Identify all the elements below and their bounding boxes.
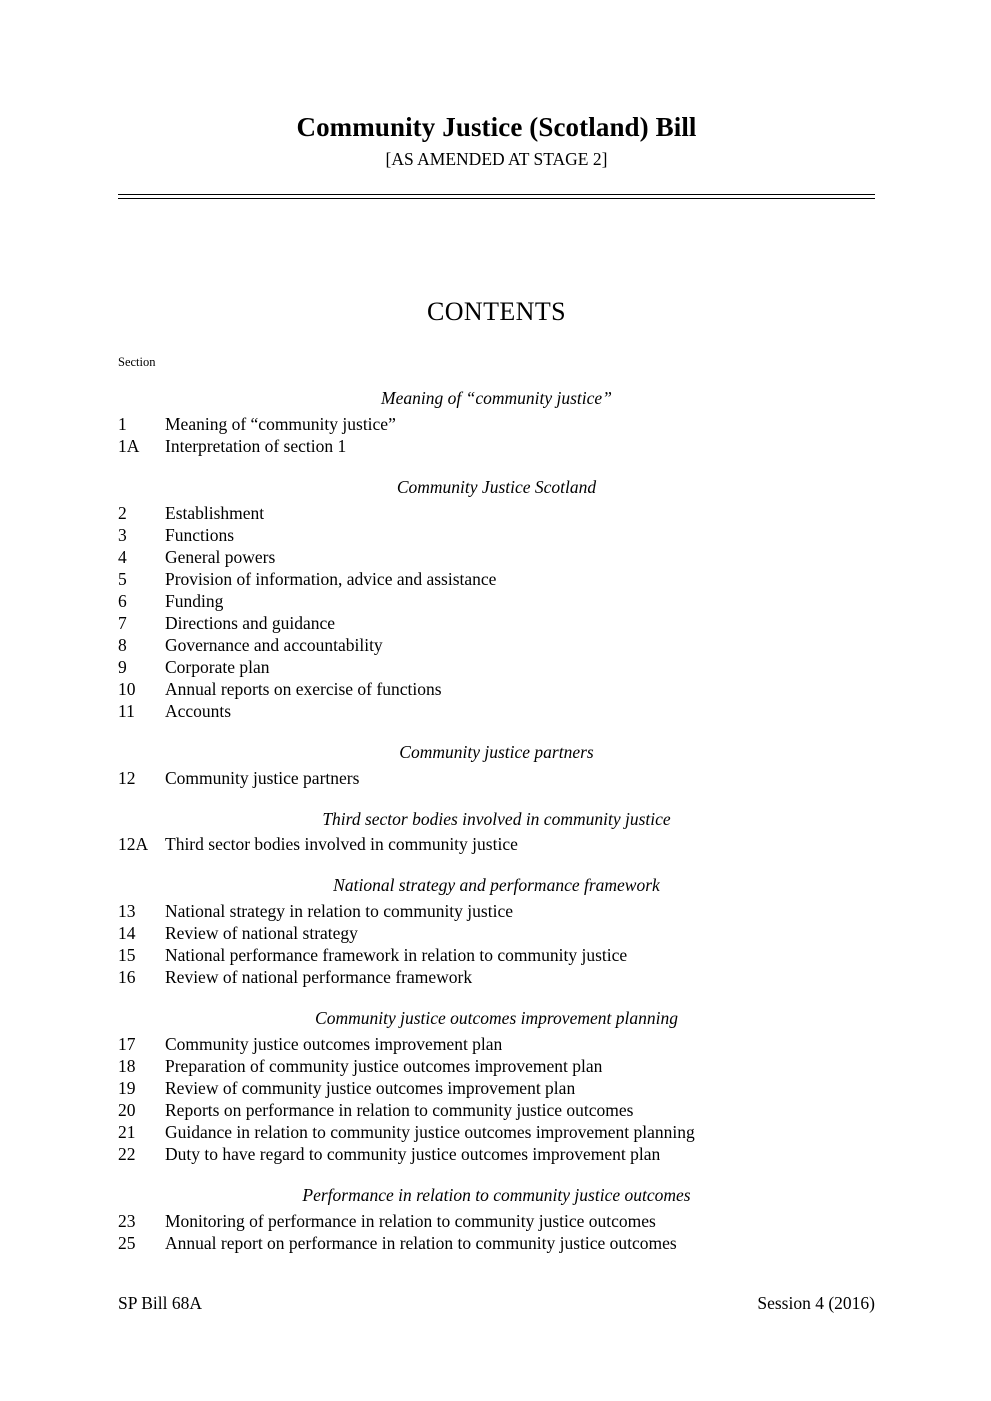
toc-entry-title: Preparation of community justice outcomes improvement plan	[165, 1056, 603, 1077]
toc-group-heading: Performance in relation to community justice outcomes	[302, 1185, 691, 1206]
toc-group	[118, 1185, 875, 1254]
toc-entry-number: 25	[118, 1233, 136, 1254]
page-footer	[118, 1293, 875, 1314]
toc-entry-title: Interpretation of section 1	[165, 435, 347, 456]
toc-entry-number: 15	[118, 945, 136, 966]
toc-entry-number: 3	[118, 524, 127, 545]
toc-group-heading: Third sector bodies involved in community justice	[322, 808, 671, 829]
toc-entry[interactable]	[118, 656, 875, 678]
toc-entry-number: 9	[118, 656, 127, 677]
toc-entry[interactable]	[118, 1210, 875, 1232]
toc-list	[118, 1210, 875, 1254]
toc-entry-number: 8	[118, 634, 127, 655]
toc-group	[118, 388, 875, 457]
toc-entry[interactable]	[118, 1099, 875, 1121]
toc-entry[interactable]	[118, 1143, 875, 1165]
toc-entry-number: 5	[118, 568, 127, 589]
toc-group	[118, 1008, 875, 1165]
toc-entry-title: Review of community justice outcomes improvement plan	[165, 1078, 576, 1099]
toc-entry-number: 7	[118, 612, 127, 633]
toc-entry-number: 1	[118, 413, 127, 434]
toc-group	[118, 477, 875, 722]
toc-entry-number: 13	[118, 901, 136, 922]
toc-entry-number: 21	[118, 1122, 136, 1143]
toc-group-heading: Meaning of “community justice”	[381, 387, 612, 408]
toc-list	[118, 413, 875, 457]
toc-entry[interactable]	[118, 413, 875, 435]
toc-entry[interactable]	[118, 922, 875, 944]
toc-list	[118, 833, 875, 855]
toc-entry-title: National performance framework in relation to community justice	[165, 945, 628, 966]
toc-entry-number: 12	[118, 767, 136, 788]
toc-group	[118, 742, 875, 789]
toc-entry-number: 2	[118, 502, 127, 523]
toc-entry-title: Third sector bodies involved in community justice	[165, 834, 518, 855]
header-divider	[118, 194, 875, 199]
toc-entry[interactable]	[118, 767, 875, 789]
toc-entry-number: 11	[118, 700, 135, 721]
toc-entry-number: 10	[118, 678, 136, 699]
toc-entry[interactable]	[118, 1121, 875, 1143]
toc-entry-number: 16	[118, 967, 136, 988]
toc-entry-title: Provision of information, advice and assistance	[165, 568, 497, 589]
toc-entry-number: 12A	[118, 834, 149, 855]
toc-entry-title: Meaning of “community justice”	[165, 413, 396, 434]
toc-entry[interactable]	[118, 1033, 875, 1055]
toc-entry-title: Funding	[165, 590, 224, 611]
page-title: Community Justice (Scotland) Bill	[296, 112, 697, 142]
toc-entry-number: 17	[118, 1034, 136, 1055]
toc-group-heading: National strategy and performance framework	[333, 875, 660, 896]
toc-list	[118, 502, 875, 722]
toc-entry[interactable]	[118, 435, 875, 457]
toc-list	[118, 1033, 875, 1165]
table-of-contents	[118, 388, 875, 1254]
toc-entry-number: 20	[118, 1100, 136, 1121]
footer-bill-number: SP Bill 68A	[118, 1293, 202, 1313]
toc-list	[118, 900, 875, 988]
page-subtitle: [AS AMENDED AT STAGE 2]	[385, 149, 608, 170]
toc-entry-title: Functions	[165, 524, 235, 545]
section-column-label: Section	[118, 355, 156, 370]
toc-entry[interactable]	[118, 612, 875, 634]
toc-entry[interactable]	[118, 568, 875, 590]
toc-entry-number: 19	[118, 1078, 136, 1099]
toc-entry[interactable]	[118, 966, 875, 988]
toc-list	[118, 767, 875, 789]
toc-group	[118, 875, 875, 988]
toc-entry[interactable]	[118, 700, 875, 722]
toc-entry[interactable]	[118, 634, 875, 656]
toc-entry-title: General powers	[165, 546, 276, 567]
toc-entry-number: 14	[118, 923, 136, 944]
toc-entry-title: Reports on performance in relation to community justice outcomes	[165, 1100, 634, 1121]
toc-entry[interactable]	[118, 590, 875, 612]
toc-entry-title: Annual reports on exercise of functions	[165, 678, 442, 699]
toc-entry-title: National strategy in relation to community justice	[165, 901, 513, 922]
toc-entry-title: Annual report on performance in relation to community justice outcomes	[165, 1233, 677, 1254]
masthead	[118, 0, 875, 170]
toc-entry-title: Monitoring of performance in relation to community justice outcomes	[165, 1211, 656, 1232]
toc-group-heading: Community justice partners	[399, 741, 594, 762]
toc-entry[interactable]	[118, 524, 875, 546]
toc-entry-number: 6	[118, 590, 127, 611]
toc-entry-number: 4	[118, 546, 127, 567]
toc-entry-title: Review of national performance framework	[165, 967, 473, 988]
toc-entry-title: Directions and guidance	[165, 612, 336, 633]
toc-entry-number: 18	[118, 1056, 136, 1077]
toc-entry-title: Duty to have regard to community justice outcomes improvement plan	[165, 1144, 661, 1165]
document-page	[118, 0, 875, 1401]
toc-entry[interactable]	[118, 900, 875, 922]
toc-group-heading: Community justice outcomes improvement planning	[315, 1008, 678, 1029]
toc-entry-title: Guidance in relation to community justice outcomes improvement planning	[165, 1122, 695, 1143]
toc-entry[interactable]	[118, 1232, 875, 1254]
toc-entry-title: Review of national strategy	[165, 923, 358, 944]
toc-entry-title: Corporate plan	[165, 656, 270, 677]
toc-entry-title: Governance and accountability	[165, 634, 383, 655]
toc-entry-title: Establishment	[165, 502, 265, 523]
toc-entry[interactable]	[118, 833, 875, 855]
toc-entry[interactable]	[118, 1055, 875, 1077]
toc-entry-number: 22	[118, 1144, 136, 1165]
toc-entry[interactable]	[118, 678, 875, 700]
contents-heading: CONTENTS	[427, 297, 566, 327]
toc-entry-title: Community justice partners	[165, 767, 360, 788]
toc-entry-number: 1A	[118, 435, 140, 456]
toc-entry[interactable]	[118, 546, 875, 568]
toc-group	[118, 809, 875, 856]
footer-session: Session 4 (2016)	[757, 1293, 875, 1313]
toc-group-heading: Community Justice Scotland	[396, 476, 597, 497]
toc-entry-title: Accounts	[165, 700, 232, 721]
toc-entry[interactable]	[118, 944, 875, 966]
toc-entry-number: 23	[118, 1211, 136, 1232]
toc-entry-title: Community justice outcomes improvement plan	[165, 1034, 503, 1055]
toc-entry[interactable]	[118, 502, 875, 524]
toc-entry[interactable]	[118, 1077, 875, 1099]
